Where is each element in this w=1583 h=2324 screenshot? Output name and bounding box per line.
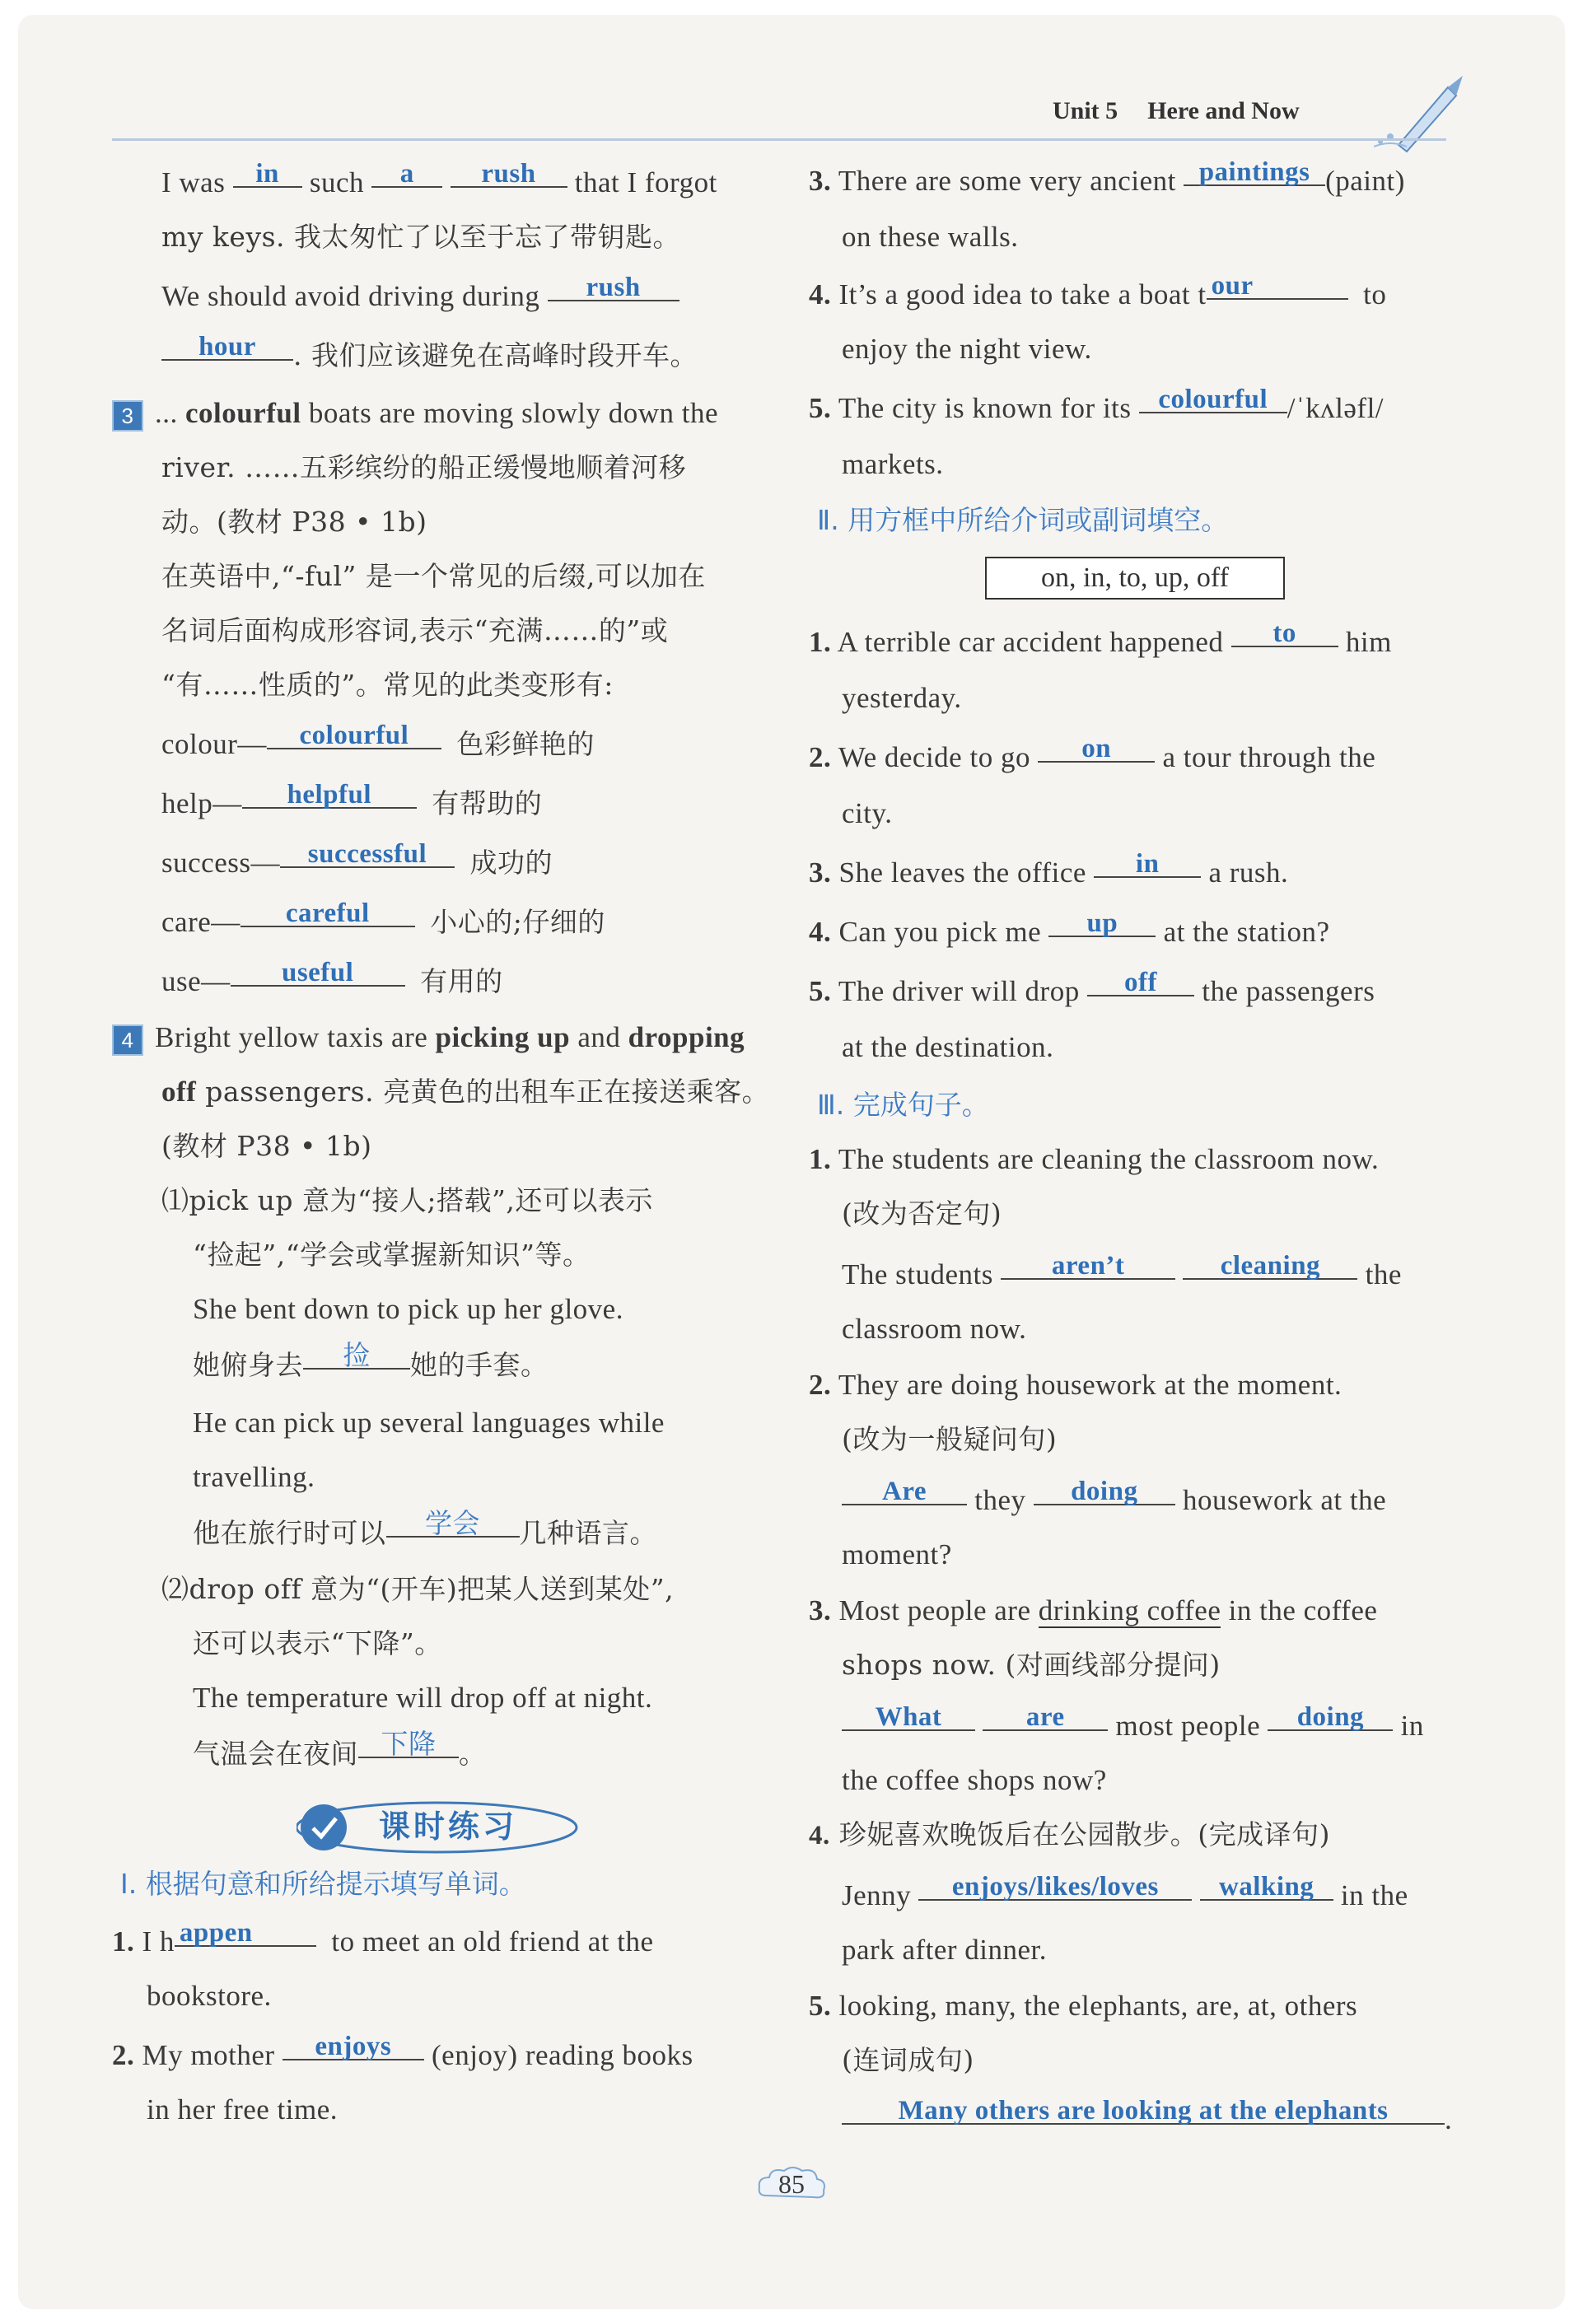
sec3-q3-instr: shops now. (对画线部分提问) <box>842 1649 1221 1681</box>
sec3-q1-instr: (改为否定句) <box>842 1197 1002 1230</box>
item-3-line4: 在英语中,“-ful” 是一个常见的后缀,可以加在 <box>161 560 706 592</box>
answer-successful: successful <box>307 839 427 869</box>
answer-in: in <box>255 159 279 189</box>
item-number-4: 4 <box>112 1024 143 1056</box>
sec2-q5-b: at the destination. <box>842 1031 1054 1063</box>
answer-doing: doing <box>1071 1477 1138 1506</box>
rush-sentence-1-cn: my keys. 我太匆忙了以至于忘了带钥匙。 <box>161 221 681 253</box>
sec2-q3: 3. She leaves the office in a rush. <box>809 849 1289 889</box>
word-box: on, in, to, up, off <box>985 557 1285 600</box>
practice-title: 课时练习 <box>379 1808 518 1845</box>
item-4-point2-b: 还可以表示“下降”。 <box>193 1627 442 1659</box>
answer-useful: useful <box>281 958 354 987</box>
answer-up: up <box>1086 908 1118 938</box>
answer-are: Are <box>881 1477 927 1506</box>
ful-word-row: success— successful 成功的 <box>161 839 553 879</box>
sec1-q1: 1. I h appen to meet an old friend at the <box>112 1918 654 1958</box>
item-4-line2: off passengers. 亮黄色的出租车正在接送乘客。 <box>161 1076 770 1108</box>
sec1-q1-b: bookstore. <box>147 1980 272 2012</box>
item-4-point1-b: “捡起”,“学会或掌握新知识”等。 <box>193 1239 591 1271</box>
item-4-example1: She bent down to pick up her glove. <box>193 1293 623 1325</box>
answer-helpful: helpful <box>287 780 372 810</box>
sec1-q5-b: markets. <box>842 448 944 480</box>
item-4-line1: 4 Bright yellow taxis are picking up and dropping <box>112 1020 745 1056</box>
answer-in-2: in <box>1135 849 1160 879</box>
item-3-line5: 名词后面构成形容词,表示“充满……的”或 <box>161 614 669 646</box>
section-3-title: Ⅲ. 完成句子。 <box>817 1089 989 1121</box>
ful-word-row: use— useful 有用的 <box>161 958 503 997</box>
item-3-line2: river. ……五彩缤纷的船正缓慢地顺着河移 <box>161 451 687 483</box>
header-rule <box>112 138 1446 141</box>
sec1-q5: 5. The city is known for its colourful /ˈkʌləfl/ <box>809 385 1385 424</box>
section-1-title: Ⅰ. 根据句意和所给提示填写单词。 <box>120 1868 526 1900</box>
answer-drop: 下降 <box>381 1728 437 1760</box>
answer-colourful: colourful <box>299 721 409 750</box>
sec3-q1: 1. The students are cleaning the classroom now. <box>809 1143 1380 1175</box>
answer-enjoys: enjoys <box>315 2032 392 2061</box>
sec1-q2-b: in her free time. <box>147 2093 339 2126</box>
answer-cleaning: cleaning <box>1220 1251 1321 1281</box>
item-4-example2: He can pick up several languages while <box>193 1407 665 1439</box>
item-4-example2-b: travelling. <box>193 1461 315 1493</box>
sec3-q3-answer-b: the coffee shops now? <box>842 1764 1107 1796</box>
sec3-q1-answer: The students aren’t cleaning the <box>842 1251 1402 1290</box>
answer-enjoys-likes-loves: enjoys/likes/loves <box>951 1872 1159 1902</box>
running-header <box>1053 97 1300 125</box>
answer-sentence: Many others are looking at the elephants <box>898 2096 1389 2126</box>
sec3-q4-answer-b: park after dinner. <box>842 1934 1048 1966</box>
item-3-line1: 3 ... colourful boats are moving slowly down the <box>112 395 718 432</box>
ful-word-row: colour— colourful 色彩鲜艳的 <box>161 721 595 760</box>
sec1-q3-b: on these walls. <box>842 221 1019 253</box>
item-4-point1: ⑴pick up 意为“接人;搭载”,还可以表示 <box>161 1184 653 1216</box>
item-4-point2: ⑵drop off 意为“(开车)把某人送到某处”, <box>161 1573 675 1605</box>
answer-hour: hour <box>198 332 256 362</box>
item-3-line6: “有……性质的”。常见的此类变形有: <box>161 669 614 701</box>
page-number: 85 <box>756 2163 827 2205</box>
underlined-phrase: drinking coffee <box>1038 1594 1221 1626</box>
answer-learn: 学会 <box>425 1507 480 1539</box>
answer-are-2: are <box>1025 1702 1065 1732</box>
item-3-line3: 动。(教材 P38 • 1b) <box>161 506 427 538</box>
item-4-example3: The temperature will drop off at night. <box>193 1682 653 1714</box>
answer-pick: 捡 <box>343 1339 371 1371</box>
answer-paintings: paintings <box>1198 157 1310 187</box>
answer-tour: our <box>1211 271 1254 301</box>
section-2-title: Ⅱ. 用方框中所给介词或副词填空。 <box>817 504 1229 536</box>
sec1-q2: 2. My mother enjoys (enjoy) reading books <box>112 2032 693 2071</box>
item-4-example2-cn: 他在旅行时可以 学会 几种语言。 <box>193 1507 657 1549</box>
answer-rush: rush <box>481 159 536 189</box>
sec3-q4: 4. 珍妮喜欢晚饭后在公园散步。(完成译句) <box>809 1818 1330 1850</box>
ful-word-row: help— helpful 有帮助的 <box>161 780 543 819</box>
sec3-q2-instr: (改为一般疑问句) <box>842 1423 1058 1455</box>
item-4-example1-cn: 她俯身去 捡 她的手套。 <box>193 1339 549 1381</box>
rush-sentence-1: I was in such a rush that I forgot <box>161 159 717 198</box>
sec3-q5-answer: Many others are looking at the elephants . <box>842 2102 1452 2138</box>
sec2-q4: 4. Can you pick me up at the station? <box>809 908 1330 948</box>
ful-word-row: care— careful 小心的;仔细的 <box>161 898 605 938</box>
unit-label: Unit 5 <box>1053 97 1118 124</box>
answer-to: to <box>1272 618 1296 648</box>
rush-sentence-2b: hour . 我们应该避免在高峰时段开车。 <box>161 338 698 374</box>
sec2-q1-b: yesterday. <box>842 682 962 714</box>
item-4-example3-cn: 气温会在夜间 下降 。 <box>193 1728 487 1770</box>
answer-on: on <box>1081 734 1112 763</box>
item-4-line3: (教材 P38 • 1b) <box>161 1130 372 1162</box>
rush-sentence-2: We should avoid driving during rush <box>161 278 679 315</box>
sec3-q3-answer: What are most people doing in <box>842 1708 1424 1744</box>
answer-walking: walking <box>1218 1872 1314 1902</box>
answer-what: What <box>875 1702 942 1732</box>
sec3-q5-instr: (连词成句) <box>842 2044 974 2076</box>
answer-careful: careful <box>285 898 370 928</box>
sec3-q2-answer: Are they doing housework at the <box>842 1482 1386 1519</box>
pen-decoration-icon <box>1374 71 1473 153</box>
item-number-3: 3 <box>112 400 143 432</box>
sec3-q3: 3. Most people are drinking coffee in the coffee <box>809 1594 1378 1626</box>
answer-a: a <box>399 159 414 189</box>
answer-happen: appen <box>179 1918 253 1948</box>
sec3-q2: 2. They are doing housework at the moment. <box>809 1369 1343 1401</box>
sec2-q2-b: city. <box>842 797 893 829</box>
answer-rush-2: rush <box>586 273 641 302</box>
sec3-q1-answer-b: classroom now. <box>842 1313 1027 1345</box>
answer-arent: aren’t <box>1051 1251 1125 1281</box>
sec3-q2-answer-b: moment? <box>842 1538 952 1570</box>
sec2-q2: 2. We decide to go on a tour through the <box>809 734 1376 773</box>
unit-title: Here and Now <box>1147 97 1300 124</box>
sec2-q1: 1. A terrible car accident happened to him <box>809 618 1392 658</box>
sec3-q5: 5. looking, many, the elephants, are, at, others <box>809 1990 1358 2022</box>
sec1-q4-b: enjoy the night view. <box>842 333 1092 365</box>
sec1-q3: 3. There are some very ancient paintings (paint) <box>809 157 1405 197</box>
answer-colourful-2: colourful <box>1158 385 1268 414</box>
sec3-q4-answer: Jenny enjoys/likes/loves walking in the <box>842 1872 1408 1911</box>
sec1-q4: 4. It’s a good idea to take a boat t our to <box>809 271 1387 310</box>
sec2-q5: 5. The driver will drop off the passengers <box>809 968 1375 1007</box>
answer-doing-2: doing <box>1296 1702 1365 1732</box>
answer-off: off <box>1123 968 1157 997</box>
